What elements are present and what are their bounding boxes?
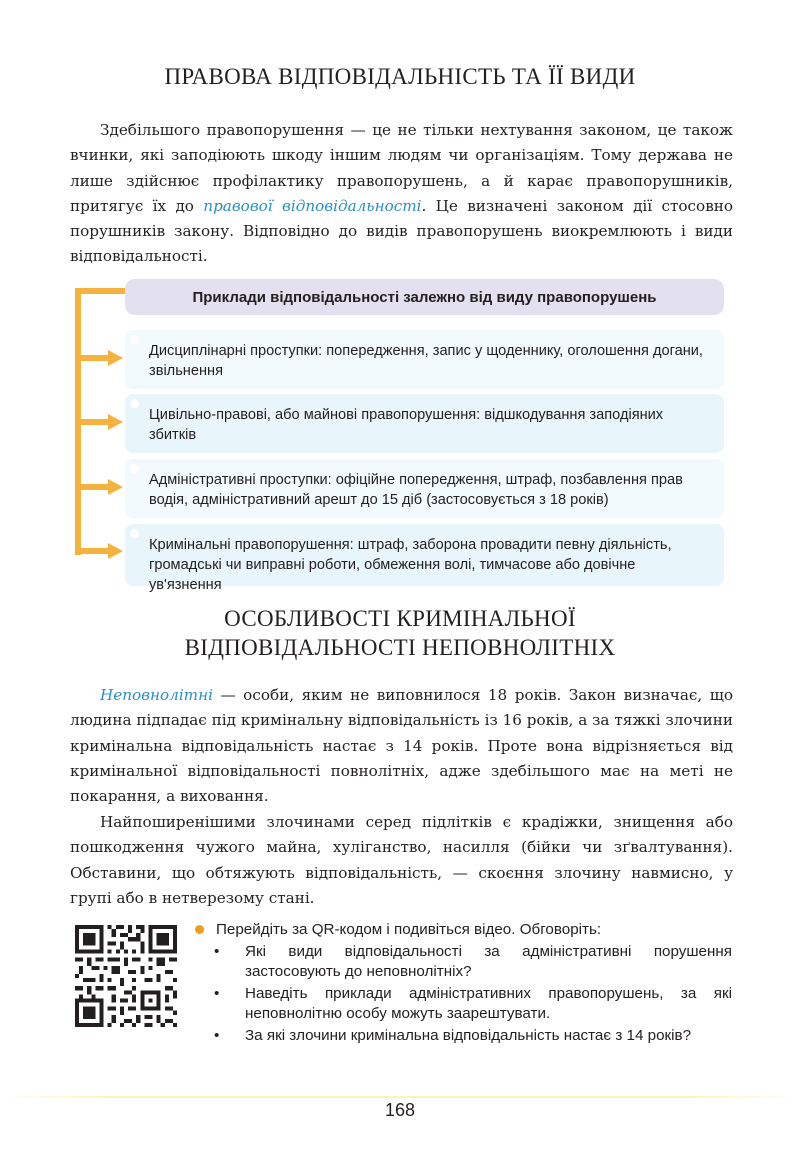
arrow-icon (108, 543, 123, 559)
arrow-icon (108, 350, 123, 366)
arrow-icon (108, 414, 123, 430)
footer-divider (0, 1096, 800, 1098)
section-title-legal-responsibility: ПРАВОВА ВІДПОВІДАЛЬНІСТЬ ТА ЇЇ ВИДИ (164, 64, 636, 89)
juvenile-paragraph-1: Неповнолітні — особи, яким не виповнилося 18 років. Закон визначає, що людина підпадає під кримінальну відповідальність із 16 років, а за тяжкі злочини кримінальна відповідальність настає з 14 років. Проте вона відрізняється від кримінальної відповідальності повнолітніх, адже здебільшого має на меті не покарання, а виховання. (70, 686, 733, 806)
section-title-juvenile-line1: ОСОБЛИВОСТІ КРИМІНАЛЬНОЇ (224, 606, 576, 631)
arrow-icon (108, 479, 123, 495)
orange-bullet-icon (195, 925, 204, 934)
bracket-arrows (68, 288, 128, 563)
task-sub-2: • Наведіть приклади адміністративних правопорушень, за які неповнолітню особу можуть заарештувати. (214, 985, 732, 1022)
diagram-card-disciplinary: Дисциплінарні проступки: попередження, запис у щоденнику, оголошення догани, звільнення (125, 330, 724, 389)
task-main: Перейдіть за QR-кодом і подивіться відео. Обговоріть: (192, 920, 732, 940)
page-number: 168 (384, 1100, 416, 1120)
intro-paragraph: Здебільшого правопорушення — це не тільки нехтування законом, це також вчинки, які заподіюють шкоду іншим людям чи організаціям. Тому держава не лише здійснює профілактику правопорушень, а й карає правопорушників, притягує їх до правової відповідальності. Це визначені законом дії стосовно порушників закону. Відповідно до видів правопорушень виокремлюють і види відповідальності. (70, 121, 734, 266)
task-sub-3: • За які злочини кримінальна відповідальність настає з 14 років? (214, 1027, 692, 1044)
diagram-heading: Приклади відповідальності залежно від виду правопорушень (125, 279, 724, 315)
task-sub-1: • Які види відповідальності за адміністративні порушення застосовують до неповнолітніх? (214, 943, 732, 980)
term-legal-responsibility: правової відповідальності (203, 196, 422, 215)
diagram-card-civil: Цивільно-правові, або майнові правопорушення: відшкодування заподіяних збитків (125, 394, 724, 453)
qr-code[interactable] (75, 925, 177, 1027)
juvenile-paragraph-2: Найпоширенішими злочинами серед підлітків є крадіжки, знищення або пошкодження чужого майна, хуліганство, насилля (бійки чи зґвалтування). Обставини, що обтяжують відповідальність, — скоєння злочину навмисно, у групі або в нетверезому стані. (70, 813, 733, 907)
discussion-tasks (192, 920, 732, 1046)
diagram-card-criminal: Кримінальні правопорушення: штраф, заборона провадити певну діяльність, громадські чи виправні роботи, обмеження волі, тимчасове або довічне ув'язнення (125, 524, 724, 586)
term-juveniles: Неповнолітні (100, 686, 213, 704)
diagram-card-administrative: Адміністративні проступки: офіційне попередження, штраф, позбавлення прав водія, адміністративний арешт до 15 діб (застосовується з 18 років) (125, 459, 724, 518)
section-title-juvenile-line2: ВІДПОВІДАЛЬНОСТІ НЕПОВНОЛІТНІХ (184, 635, 616, 660)
